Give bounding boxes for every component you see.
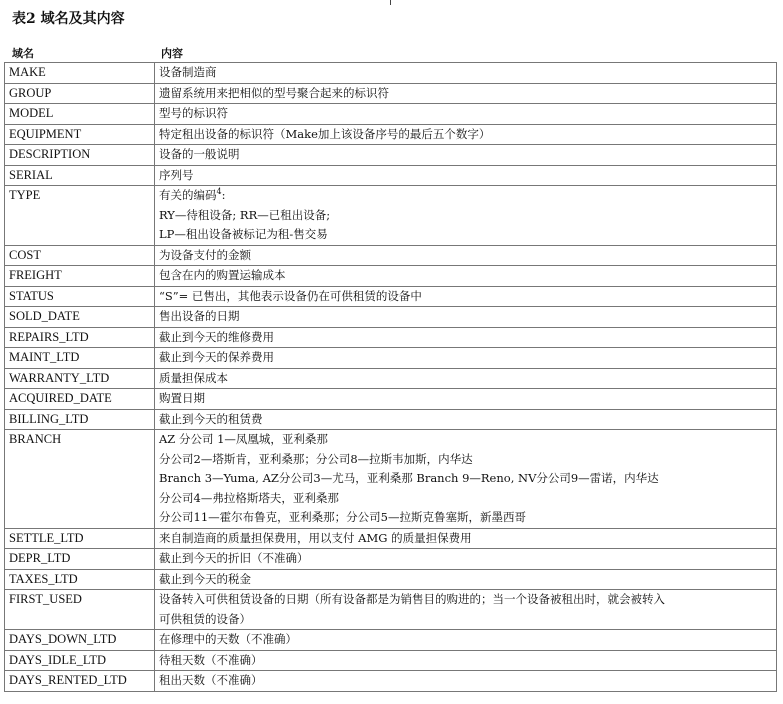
field-content-cell: [155, 389, 777, 410]
field-name-cell: COST: [5, 245, 155, 266]
content-text: 质量担保成本: [159, 370, 228, 385]
field-content-cell: [155, 266, 777, 287]
field-content-cell: [155, 650, 777, 671]
table-row: [5, 590, 777, 630]
field-content-cell: [155, 528, 777, 549]
content-line: [159, 508, 772, 528]
field-content-cell: [155, 124, 777, 145]
content-line: [159, 266, 772, 286]
table-row: [5, 368, 777, 389]
content-line: [159, 125, 772, 145]
table-row: [5, 327, 777, 348]
field-content-cell: [155, 671, 777, 692]
content-line: [159, 186, 772, 206]
field-content-cell: [155, 430, 777, 529]
content-line: [159, 63, 772, 83]
content-text: 设备制造商: [159, 65, 217, 79]
table-row: [5, 266, 777, 287]
table-caption: 表2 域名及其内容: [12, 11, 125, 27]
field-content-cell: [155, 549, 777, 570]
content-text: 有关的编码: [159, 188, 217, 202]
field-content-cell: [155, 104, 777, 125]
content-line: [159, 145, 772, 165]
content-text: “S”= 已售出，其他表示设备仍在可供租赁的设备中: [159, 288, 422, 303]
field-name-cell: TAXES_LTD: [5, 569, 155, 590]
table-row: [5, 245, 777, 266]
field-name-cell: SETTLE_LTD: [5, 528, 155, 549]
field-content-cell: [155, 145, 777, 166]
content-line: [159, 348, 772, 368]
field-content-cell: [155, 286, 777, 307]
content-text: 型号的标识符: [159, 106, 228, 120]
content-line: [159, 671, 772, 691]
content-line: [159, 104, 772, 124]
field-name-cell: GROUP: [5, 83, 155, 104]
content-text: 包含在内的购置运输成本: [159, 268, 286, 282]
table-row: [5, 549, 777, 570]
table-row: [5, 124, 777, 145]
content-line: [159, 369, 772, 389]
content-text: 截止到今天的租赁费: [159, 411, 263, 426]
table-row: [5, 630, 777, 651]
field-name-cell: DEPR_LTD: [5, 549, 155, 570]
content-text: 可供租赁的设备）: [159, 611, 251, 626]
table-row: [5, 165, 777, 186]
field-content-cell: [155, 630, 777, 651]
content-text: 租出天数（不准确）: [159, 673, 263, 687]
field-name-cell: DESCRIPTION: [5, 145, 155, 166]
field-content-cell: [155, 327, 777, 348]
content-line: [159, 450, 772, 470]
table-row: [5, 430, 777, 529]
content-text: 在修理中的天数（不准确）: [159, 632, 297, 646]
field-table: [4, 62, 777, 692]
content-text: 截止到今天的维修费用: [159, 329, 274, 344]
field-content-cell: [155, 165, 777, 186]
content-text: 设备的一般说明: [159, 147, 240, 161]
content-text: 截止到今天的税金: [159, 571, 251, 586]
field-content-cell: [155, 590, 777, 630]
content-line: [159, 287, 772, 307]
field-name-cell: DAYS_IDLE_LTD: [5, 650, 155, 671]
field-name-cell: FREIGHT: [5, 266, 155, 287]
content-line: [159, 206, 772, 226]
content-line: [159, 246, 772, 266]
field-name-cell: SOLD_DATE: [5, 307, 155, 328]
table-row: [5, 528, 777, 549]
content-line: [159, 590, 772, 610]
content-line: [159, 84, 772, 104]
table-row: [5, 307, 777, 328]
content-text: 截止到今天的保养费用: [159, 350, 274, 364]
content-line: [159, 328, 772, 348]
content-line: [159, 389, 772, 409]
content-text: 分公司4—弗拉格斯塔夫，亚利桑那: [159, 490, 339, 505]
table-row: [5, 104, 777, 125]
content-line: [159, 529, 772, 549]
field-name-cell: BRANCH: [5, 430, 155, 529]
footnote-marker: 4: [216, 187, 222, 197]
table-body: [5, 63, 777, 692]
top-rule: [390, 0, 391, 5]
content-text: 售出设备的日期: [159, 309, 240, 323]
content-text: 特定租出设备的标识符（Make加上该设备序号的最后五个数字）: [159, 126, 491, 141]
content-text: 截止到今天的折旧（不准确）: [159, 551, 309, 565]
field-name-cell: DAYS_RENTED_LTD: [5, 671, 155, 692]
content-line: [159, 410, 772, 430]
field-content-cell: [155, 409, 777, 430]
field-content-cell: [155, 63, 777, 84]
content-text: 设备转入可供租赁设备的日期（所有设备都是为销售目的购进的；当一个设备被租出时，就会被转入: [159, 592, 665, 606]
field-content-cell: [155, 186, 777, 246]
content-text: 待租天数（不准确）: [159, 652, 263, 667]
content-text: 为设备支付的金额: [159, 247, 251, 262]
content-text: 购置日期: [159, 391, 205, 405]
content-line: [159, 651, 772, 671]
field-name-cell: MAINT_LTD: [5, 348, 155, 369]
table-row: [5, 671, 777, 692]
field-content-cell: [155, 348, 777, 369]
content-text: LP—租出设备被标记为租-售交易: [159, 227, 328, 241]
table-row: [5, 63, 777, 84]
field-name-cell: STATUS: [5, 286, 155, 307]
footnote-suffix: :: [221, 188, 226, 202]
field-name-cell: DAYS_DOWN_LTD: [5, 630, 155, 651]
table-row: [5, 348, 777, 369]
content-text: 分公司2—塔斯肯，亚利桑那；分公司8—拉斯韦加斯，内华达: [159, 451, 473, 466]
content-line: [159, 549, 772, 569]
header-content: 内容: [161, 47, 183, 60]
field-name-cell: ACQUIRED_DATE: [5, 389, 155, 410]
table-header: [0, 43, 783, 61]
content-text: 分公司11—霍尔布鲁克，亚利桑那；分公司5—拉斯克鲁塞斯，新墨西哥: [159, 510, 526, 524]
content-line: [159, 630, 772, 650]
field-name-cell: FIRST_USED: [5, 590, 155, 630]
table-row: [5, 650, 777, 671]
field-name-cell: TYPE: [5, 186, 155, 246]
field-name-cell: EQUIPMENT: [5, 124, 155, 145]
content-text: 序列号: [159, 167, 194, 182]
content-line: [159, 570, 772, 590]
content-text: AZ 分公司 1—凤凰城，亚利桑那: [159, 432, 328, 446]
field-name-cell: WARRANTY_LTD: [5, 368, 155, 389]
field-content-cell: [155, 245, 777, 266]
table-row: [5, 186, 777, 246]
field-name-cell: MODEL: [5, 104, 155, 125]
field-content-cell: [155, 83, 777, 104]
content-text: Branch 3—Yuma, AZ分公司3—尤马，亚利桑那 Branch 9—Reno, NV分公司9—雷诺，内华达: [159, 471, 659, 485]
content-text: RY—待租设备; RR—已租出设备;: [159, 207, 331, 222]
field-content-cell: [155, 368, 777, 389]
field-name-cell: SERIAL: [5, 165, 155, 186]
content-line: [159, 469, 772, 489]
content-line: [159, 489, 772, 509]
content-text: 遗留系统用来把相似的型号聚合起来的标识符: [159, 85, 389, 100]
table-row: [5, 145, 777, 166]
content-text: 来自制造商的质量担保费用，用以支付 AMG 的质量担保费用: [159, 530, 472, 545]
content-line: [159, 430, 772, 450]
content-line: [159, 610, 772, 630]
content-line: [159, 166, 772, 186]
table-row: [5, 569, 777, 590]
field-name-cell: BILLING_LTD: [5, 409, 155, 430]
table-row: [5, 83, 777, 104]
field-content-cell: [155, 569, 777, 590]
table-row: [5, 286, 777, 307]
content-line: [159, 225, 772, 245]
field-content-cell: [155, 307, 777, 328]
content-line: [159, 307, 772, 327]
table-row: [5, 409, 777, 430]
header-field: 域名: [12, 47, 34, 60]
table-row: [5, 389, 777, 410]
field-name-cell: REPAIRS_LTD: [5, 327, 155, 348]
field-name-cell: MAKE: [5, 63, 155, 84]
